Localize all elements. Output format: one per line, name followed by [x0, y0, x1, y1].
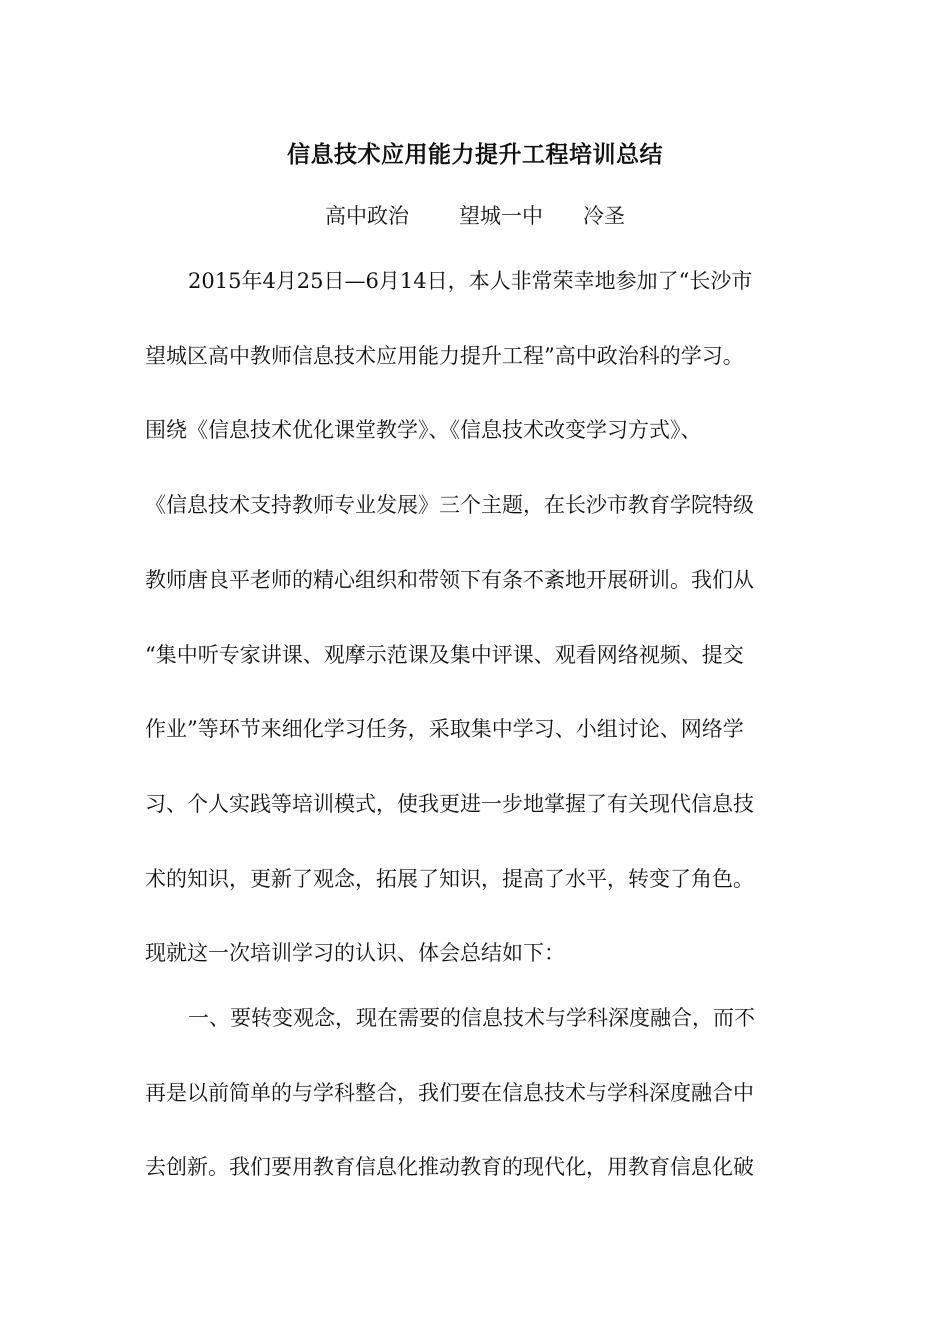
document-title: 信息技术应用能力提升工程培训总结	[287, 142, 663, 168]
body-line: 一、要转变观念，现在需要的信息技术与学科深度融合，而不	[188, 1006, 755, 1030]
body-line: 《信息技术支持教师专业发展》三个主题，在长沙市教育学院特级	[145, 493, 754, 517]
body-line: 望城区高中教师信息技术应用能力提升工程”高中政治科的学习。	[145, 344, 744, 368]
body-line: 围绕《信息技术优化课堂教学》、《信息技术改变学习方式》、	[145, 418, 702, 442]
body-line: 术的知识，更新了观念，拓展了知识，提高了水平，转变了角色。	[145, 867, 754, 891]
byline-author: 冷圣	[583, 204, 625, 228]
body-line: 再是以前简单的与学科整合，我们要在信息技术与学科深度融合中	[145, 1081, 754, 1105]
body-line: 现就这一次培训学习的认识、体会总结如下：	[145, 941, 565, 965]
byline	[0, 200, 950, 230]
body-line: 去创新。我们要用教育信息化推动教育的现代化，用教育信息化破	[145, 1155, 754, 1179]
body-line: 教师唐良平老师的精心组织和带领下有条不紊地开展研训。我们从	[145, 568, 754, 592]
byline-school: 望城一中	[459, 204, 543, 228]
body-line: 作业”等环节来细化学习任务，采取集中学习、小组讨论、网络学	[145, 717, 744, 741]
byline-subject: 高中政治	[325, 204, 409, 228]
body-line: 习、个人实践等培训模式，使我更进一步地掌握了有关现代信息技	[145, 792, 754, 816]
body-line: 2015年4月25日—6月14日，本人非常荣幸地参加了“长沙市	[188, 269, 753, 293]
body-line: “集中听专家讲课、观摩示范课及集中评课、观看网络视频、提交	[145, 643, 744, 667]
